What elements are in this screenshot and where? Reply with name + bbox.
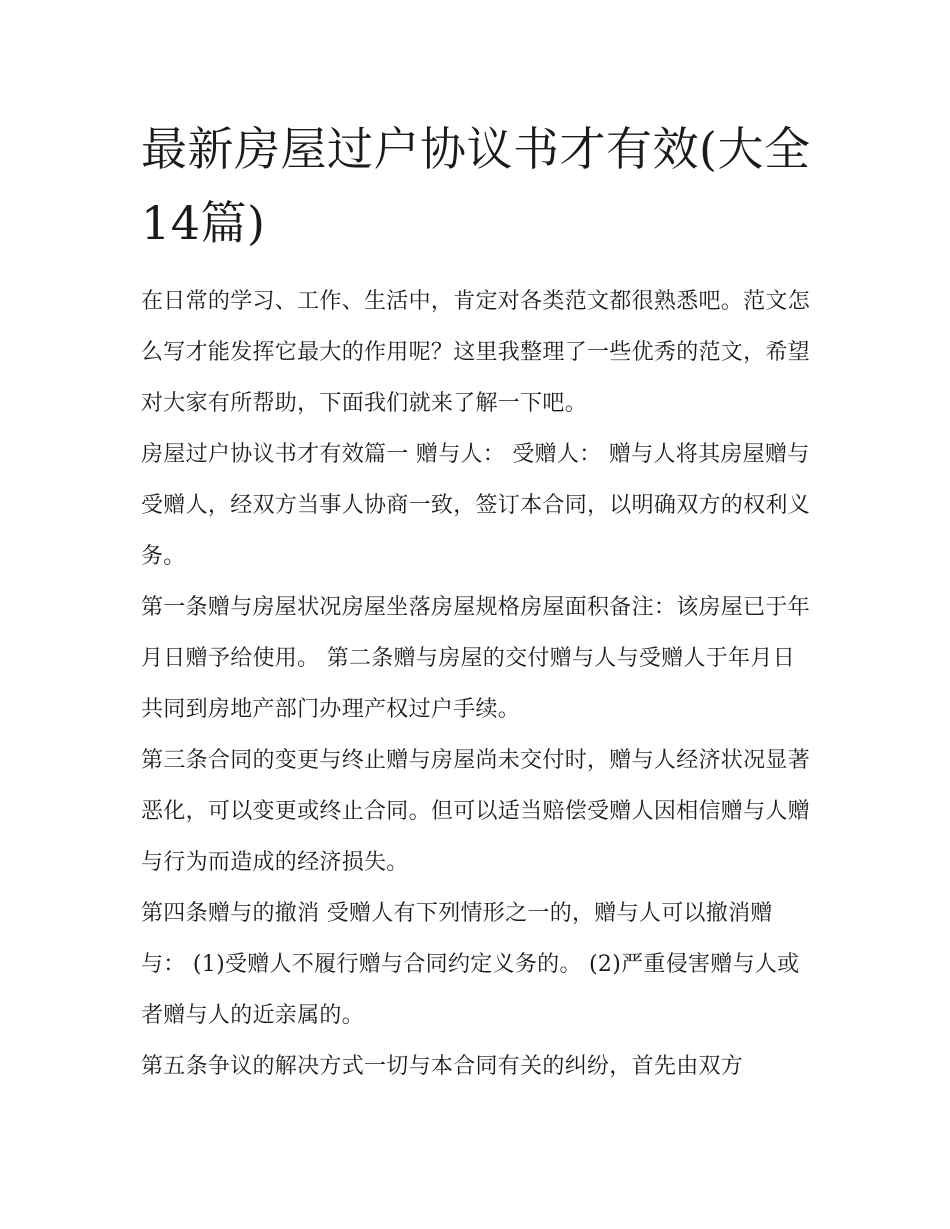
body-paragraph: 第五条争议的解决方式一切与本合同有关的纠纷，首先由双方 — [141, 1054, 744, 1079]
body-paragraph: 第三条合同的变更与终止赠与房屋尚未交付时，赠与人经济状况显著恶化，可以变更或终止合同。但可以适当赔偿受赠人因相信赠与人赠与行为而造成的经济损失。 — [141, 748, 811, 875]
body-paragraph: 第一条赠与房屋状况房屋坐落房屋规格房屋面积备注：该房屋已于年月日赠予给使用。 第二条赠与房屋的交付赠与人与受赠人于年月日共同到房地产部门办理产权过户手续。 — [141, 595, 811, 722]
document-page — [141, 112, 813, 1092]
body-paragraph: 房屋过户协议书才有效篇一 赠与人： 受赠人： 赠与人将其房屋赠与受赠人，经双方当事人协商一致，签订本合同，以明确双方的权利义务。 — [141, 442, 811, 569]
body-paragraph: 第四条赠与的撤消 受赠人有下列情形之一的，赠与人可以撤消赠与： (1)受赠人不履行赠与合同约定义务的。 (2)严重侵害赠与人或者赠与人的近亲属的。 — [141, 901, 800, 1028]
document-title: 最新房屋过户协议书才有效(大全14篇) — [141, 122, 811, 250]
intro-paragraph: 在日常的学习、工作、生活中，肯定对各类范文都很熟悉吧。范文怎么写才能发挥它最大的作用呢？这里我整理了一些优秀的范文，希望对大家有所帮助，下面我们就来了解一下吧。 — [141, 289, 811, 416]
